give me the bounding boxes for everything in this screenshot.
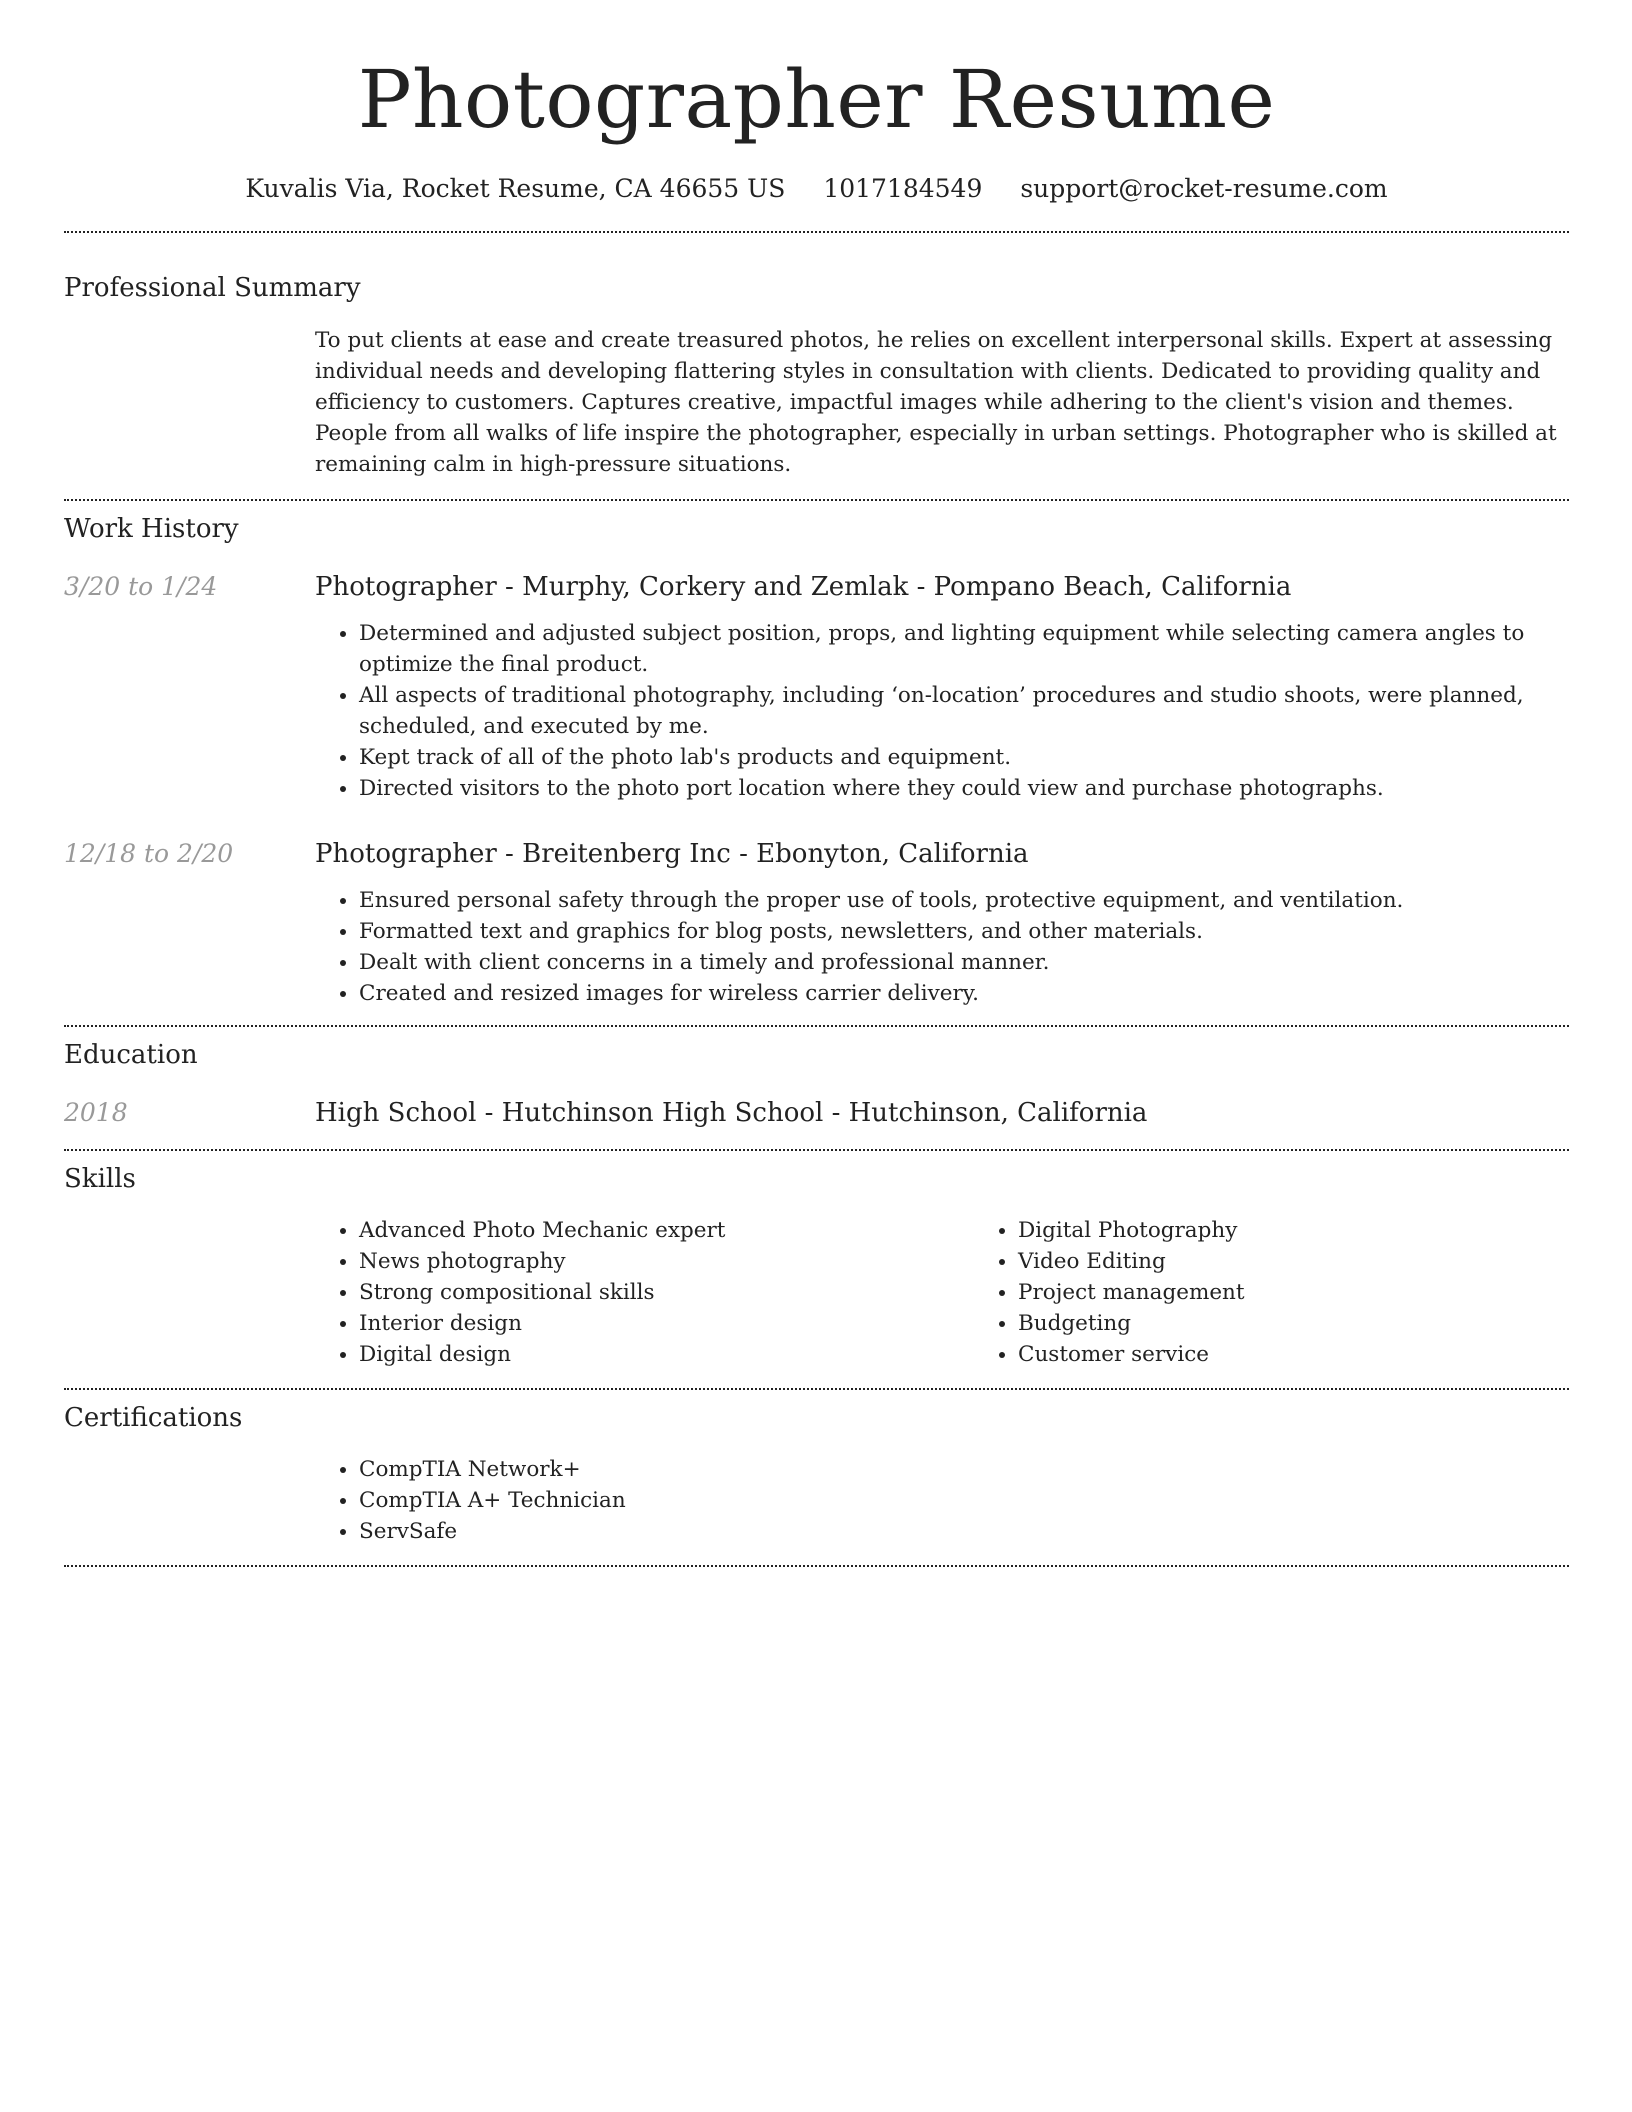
divider bbox=[64, 231, 1569, 233]
summary-section bbox=[64, 271, 1569, 480]
contact-line bbox=[64, 172, 1569, 206]
job-entry bbox=[64, 837, 1569, 1009]
skills-list-right bbox=[974, 1215, 1569, 1370]
list-item: • ServSafe bbox=[359, 1516, 1569, 1547]
list-item: • Ensured personal safety through the proper use of tools, protective equipment, and ventilation. bbox=[359, 885, 1569, 916]
divider bbox=[64, 1388, 1569, 1390]
list-item: • Customer service bbox=[1018, 1339, 1569, 1370]
divider bbox=[64, 1149, 1569, 1151]
job-bullets bbox=[315, 885, 1569, 1009]
section-title-certifications: Certifications bbox=[64, 1403, 243, 1433]
list-item: • Budgeting bbox=[1018, 1308, 1569, 1339]
list-item: • Digital design bbox=[359, 1339, 974, 1370]
resume-page bbox=[64, 0, 1569, 1567]
summary-text: To put clients at ease and create treasured photos, he relies on excellent interpersonal skills. Expert at assessing individual needs and developing flattering styles in consultation with clients. Dedicated to providing quality and efficiency to customers. Captures creative, impactful images while adhering to the client's vision and themes. People from all walks of life inspire the photographer, especially in urban settings. Photographer who is skilled at remaining calm in high-pressure situations. bbox=[315, 328, 1557, 477]
education-entry bbox=[64, 1096, 1569, 1130]
list-item: • News photography bbox=[359, 1246, 974, 1277]
education-year: 2018 bbox=[64, 1098, 128, 1127]
list-item: • Determined and adjusted subject position, props, and lighting equipment while selecting camera angles to optimize the final product. bbox=[359, 618, 1569, 680]
job-entry bbox=[64, 570, 1569, 804]
list-item: • Video Editing bbox=[1018, 1246, 1569, 1277]
section-title-education: Education bbox=[64, 1040, 198, 1070]
education-text: High School - Hutchinson High School - Hutchinson, California bbox=[315, 1098, 1148, 1128]
skills-section bbox=[64, 1162, 1569, 1370]
skills-list-left bbox=[315, 1215, 974, 1370]
list-item: • CompTIA Network+ bbox=[359, 1454, 1569, 1485]
job-bullets bbox=[315, 618, 1569, 804]
job-title: Photographer - Breitenberg Inc - Ebonyton, California bbox=[315, 839, 1029, 869]
education-section bbox=[64, 1038, 1569, 1130]
divider bbox=[64, 499, 1569, 501]
job-dates: 12/18 to 2/20 bbox=[64, 839, 234, 868]
list-item: • Interior design bbox=[359, 1308, 974, 1339]
list-item: • CompTIA A+ Technician bbox=[359, 1485, 1569, 1516]
list-item: • Advanced Photo Mechanic expert bbox=[359, 1215, 974, 1246]
resume-title: Photographer Resume bbox=[357, 53, 1276, 146]
list-item: • Digital Photography bbox=[1018, 1215, 1569, 1246]
divider bbox=[64, 1025, 1569, 1027]
list-item: • Dealt with client concerns in a timely and professional manner. bbox=[359, 947, 1569, 978]
list-item: • Project management bbox=[1018, 1277, 1569, 1308]
certifications-section bbox=[64, 1401, 1569, 1547]
contact-address: Kuvalis Via, Rocket Resume, CA 46655 US bbox=[245, 174, 786, 203]
section-title-skills: Skills bbox=[64, 1164, 136, 1194]
list-item: • Created and resized images for wireless carrier delivery. bbox=[359, 978, 1569, 1009]
divider bbox=[64, 1565, 1569, 1567]
contact-email: support@rocket-resume.com bbox=[1020, 174, 1388, 203]
list-item: • Kept track of all of the photo lab's products and equipment. bbox=[359, 742, 1569, 773]
list-item: • Strong compositional skills bbox=[359, 1277, 974, 1308]
section-title-work: Work History bbox=[64, 514, 239, 544]
certifications-list bbox=[315, 1454, 1569, 1547]
section-title-summary: Professional Summary bbox=[64, 273, 361, 303]
list-item: • All aspects of traditional photography, including ‘on-location’ procedures and studio shoots, were planned, scheduled, and executed by me. bbox=[359, 680, 1569, 742]
list-item: • Formatted text and graphics for blog posts, newsletters, and other materials. bbox=[359, 916, 1569, 947]
work-section bbox=[64, 512, 1569, 1009]
job-dates: 3/20 to 1/24 bbox=[64, 572, 218, 601]
list-item: • Directed visitors to the photo port location where they could view and purchase photographs. bbox=[359, 773, 1569, 804]
job-title: Photographer - Murphy, Corkery and Zemlak - Pompano Beach, California bbox=[315, 572, 1292, 602]
contact-phone: 1017184549 bbox=[823, 174, 983, 203]
